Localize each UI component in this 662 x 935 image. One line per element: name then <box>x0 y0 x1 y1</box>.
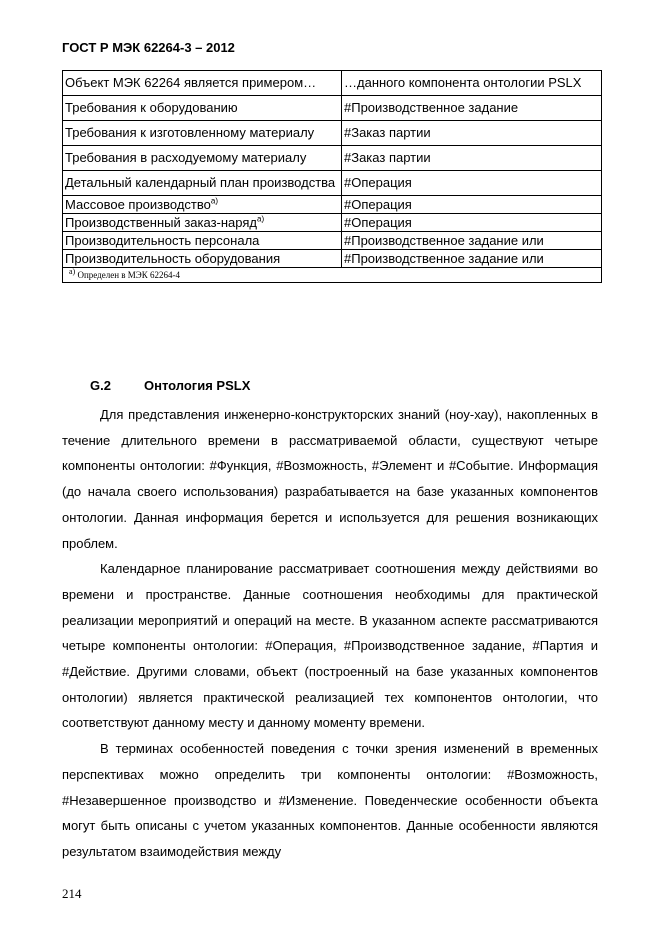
page-number: 214 <box>62 886 82 901</box>
table-row <box>63 71 602 96</box>
footnote-ref: a) <box>257 214 265 224</box>
cell-text: Производственный заказ-наряд <box>65 215 257 230</box>
paragraph: Календарное планирование рассматривает соотношения между действиями во времени и пространстве. Данные соотношения необходимы для практической реализации мероприятий и операций на месте. В указанном аспекте рассматриваются четыре компоненты онтологии: #Операция, #Производственное задание, #Партия и #Действие. Другими словами, объект (построенный на базе указанных компонентов онтологии) является практической реализацией тех компонентов онтологии, что соответствуют данному месту и данному моменту времени. <box>62 561 598 731</box>
footnote-text: Определен в МЭК 62264-4 <box>77 270 180 280</box>
table-row <box>63 214 602 232</box>
body-text <box>62 402 598 865</box>
table-cell-right: #Производственное задание или <box>342 232 602 250</box>
table-cell-right: #Операция <box>342 196 602 214</box>
cell-text: Массовое производство <box>65 197 211 212</box>
section-heading <box>90 378 250 393</box>
table-footnote-row <box>63 268 602 283</box>
table-cell-left <box>63 196 342 214</box>
table-cell-right: …данного компонента онтологии PSLX <box>342 71 602 96</box>
section-title: Онтология PSLX <box>144 378 251 393</box>
paragraph: Для представления инженерно-конструкторских знаний (ноу-хау), накопленных в течение длительного времени в рассматриваемой области, существуют четыре компоненты онтологии: #Функция, #Возможность, #Элемент и #Событие. Информация (до начала своего использования) разрабатывается на базе указанных компонентов онтологии. Данная информация берется и используется для решения возникающих проблем. <box>62 407 598 551</box>
table-row <box>63 146 602 171</box>
table-row <box>63 232 602 250</box>
table-cell-left: Требования в расходуемому материалу <box>63 146 342 171</box>
footnote-mark: a) <box>69 267 76 276</box>
table-row <box>63 250 602 268</box>
table-cell-right: #Операция <box>342 171 602 196</box>
table-row <box>63 96 602 121</box>
ontology-mapping-table <box>62 70 602 283</box>
table-cell-left: Объект МЭК 62264 является примером… <box>63 71 342 96</box>
document-header: ГОСТ Р МЭК 62264-3 – 2012 <box>62 40 235 55</box>
table-cell-right: #Заказ партии <box>342 146 602 171</box>
table-footnote <box>63 268 602 283</box>
table-cell-right: #Производственное задание или <box>342 250 602 268</box>
table-cell-left: Требования к изготовленному материалу <box>63 121 342 146</box>
table-cell-left: Производительность персонала <box>63 232 342 250</box>
table-cell-left: Производительность оборудования <box>63 250 342 268</box>
table-cell-left: Детальный календарный план производства <box>63 171 342 196</box>
footnote-ref: a) <box>210 196 218 206</box>
section-number: G.2 <box>90 378 111 393</box>
table-cell-right: #Производственное задание <box>342 96 602 121</box>
table-cell-left: Требования к оборудованию <box>63 96 342 121</box>
table-cell-left <box>63 214 342 232</box>
table-row <box>63 121 602 146</box>
paragraph: В терминах особенностей поведения с точки зрения изменений в временных перспективах можно определить три компоненты онтологии: #Возможность, #Незавершенное производство и #Изменение. Поведенческие особенности объекта могут быть описаны с учетом указанных компонентов. Данные особенности являются результатом взаимодействия между <box>62 741 598 859</box>
table-cell-right: #Операция <box>342 214 602 232</box>
table-row <box>63 171 602 196</box>
table-row <box>63 196 602 214</box>
table-cell-right: #Заказ партии <box>342 121 602 146</box>
